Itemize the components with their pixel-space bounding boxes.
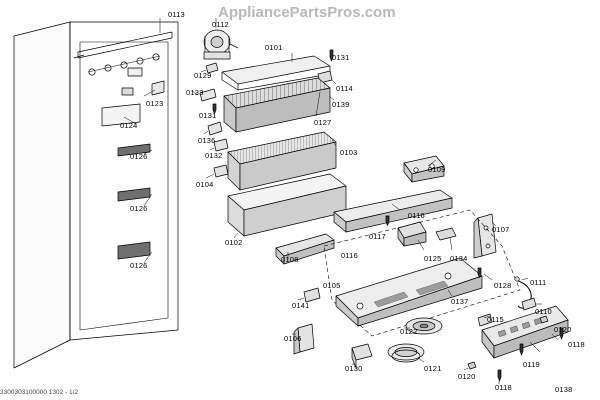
callout-0124: 0124 bbox=[120, 121, 138, 130]
callout-0126: 0126 bbox=[130, 261, 148, 270]
callout-0115: 0115 bbox=[487, 315, 504, 324]
callout-0136: 0136 bbox=[198, 136, 216, 145]
callout-0121: 0121 bbox=[424, 364, 442, 373]
part-0104 bbox=[206, 165, 228, 178]
callout-0107: 0107 bbox=[492, 225, 510, 234]
callout-0137: 0137 bbox=[451, 297, 469, 306]
diagram-footer-code: 3300303100000 1302 - 1/2 bbox=[0, 389, 79, 396]
part-0136 bbox=[204, 122, 222, 135]
callout-0105: 0105 bbox=[323, 281, 341, 290]
callout-0133: 0133 bbox=[186, 88, 204, 97]
callout-0109: 0109 bbox=[428, 165, 446, 174]
cabinet-body bbox=[14, 22, 178, 368]
callout-0126: 0126 bbox=[130, 204, 148, 213]
callout-0138: 0138 bbox=[555, 385, 573, 394]
callout-0111: 0111 bbox=[530, 278, 547, 287]
callout-0104: 0104 bbox=[196, 180, 214, 189]
part-0125 bbox=[398, 222, 426, 250]
callout-0132: 0132 bbox=[205, 151, 223, 160]
callout-0119: 0119 bbox=[523, 360, 540, 369]
callout-0130: 0130 bbox=[345, 364, 363, 373]
callout-0129: 0129 bbox=[194, 71, 212, 80]
part-0117-screw bbox=[386, 216, 389, 226]
part-0107 bbox=[474, 214, 496, 258]
watermark: AppliancePartsPros.com bbox=[218, 4, 396, 21]
callout-0116: 0116 bbox=[341, 251, 358, 260]
callout-0118: 0118 bbox=[495, 383, 512, 392]
callout-0112: 0112 bbox=[212, 20, 229, 29]
callout-0120: 0120 bbox=[554, 325, 572, 334]
callout-0108: 0108 bbox=[281, 255, 299, 264]
callout-0125: 0125 bbox=[424, 254, 442, 263]
callout-0134: 0134 bbox=[450, 254, 468, 263]
part-0134 bbox=[436, 228, 456, 250]
callout-0131: 0131 bbox=[332, 53, 350, 62]
callout-0106: 0106 bbox=[284, 334, 302, 343]
callout-0101: 0101 bbox=[265, 43, 283, 52]
callout-0113: 0113 bbox=[168, 10, 185, 19]
callout-0103: 0103 bbox=[340, 148, 358, 157]
callout-0110: 0110 bbox=[535, 307, 552, 316]
callout-0141: 0141 bbox=[292, 301, 310, 310]
callout-0117: 0117 bbox=[369, 232, 386, 241]
callout-0120: 0120 bbox=[458, 372, 476, 381]
part-0121-shroud bbox=[388, 344, 424, 362]
callout-0139: 0139 bbox=[332, 100, 350, 109]
part-0119-screw bbox=[520, 344, 523, 355]
callout-0123: 0123 bbox=[146, 99, 164, 108]
callout-0116: 0116 bbox=[408, 211, 425, 220]
part-0116-rail bbox=[334, 190, 452, 232]
callout-0114: 0114 bbox=[336, 84, 353, 93]
callout-0126: 0126 bbox=[130, 152, 148, 161]
callout-0122: 0122 bbox=[400, 327, 418, 336]
callout-0127: 0127 bbox=[314, 118, 332, 127]
callout-0128: 0128 bbox=[494, 281, 512, 290]
callout-0118: 0118 bbox=[568, 340, 585, 349]
part-0137 bbox=[336, 258, 482, 326]
callout-0102: 0102 bbox=[225, 238, 243, 247]
part-0141 bbox=[298, 288, 320, 302]
callout-0131: 0131 bbox=[199, 111, 217, 120]
